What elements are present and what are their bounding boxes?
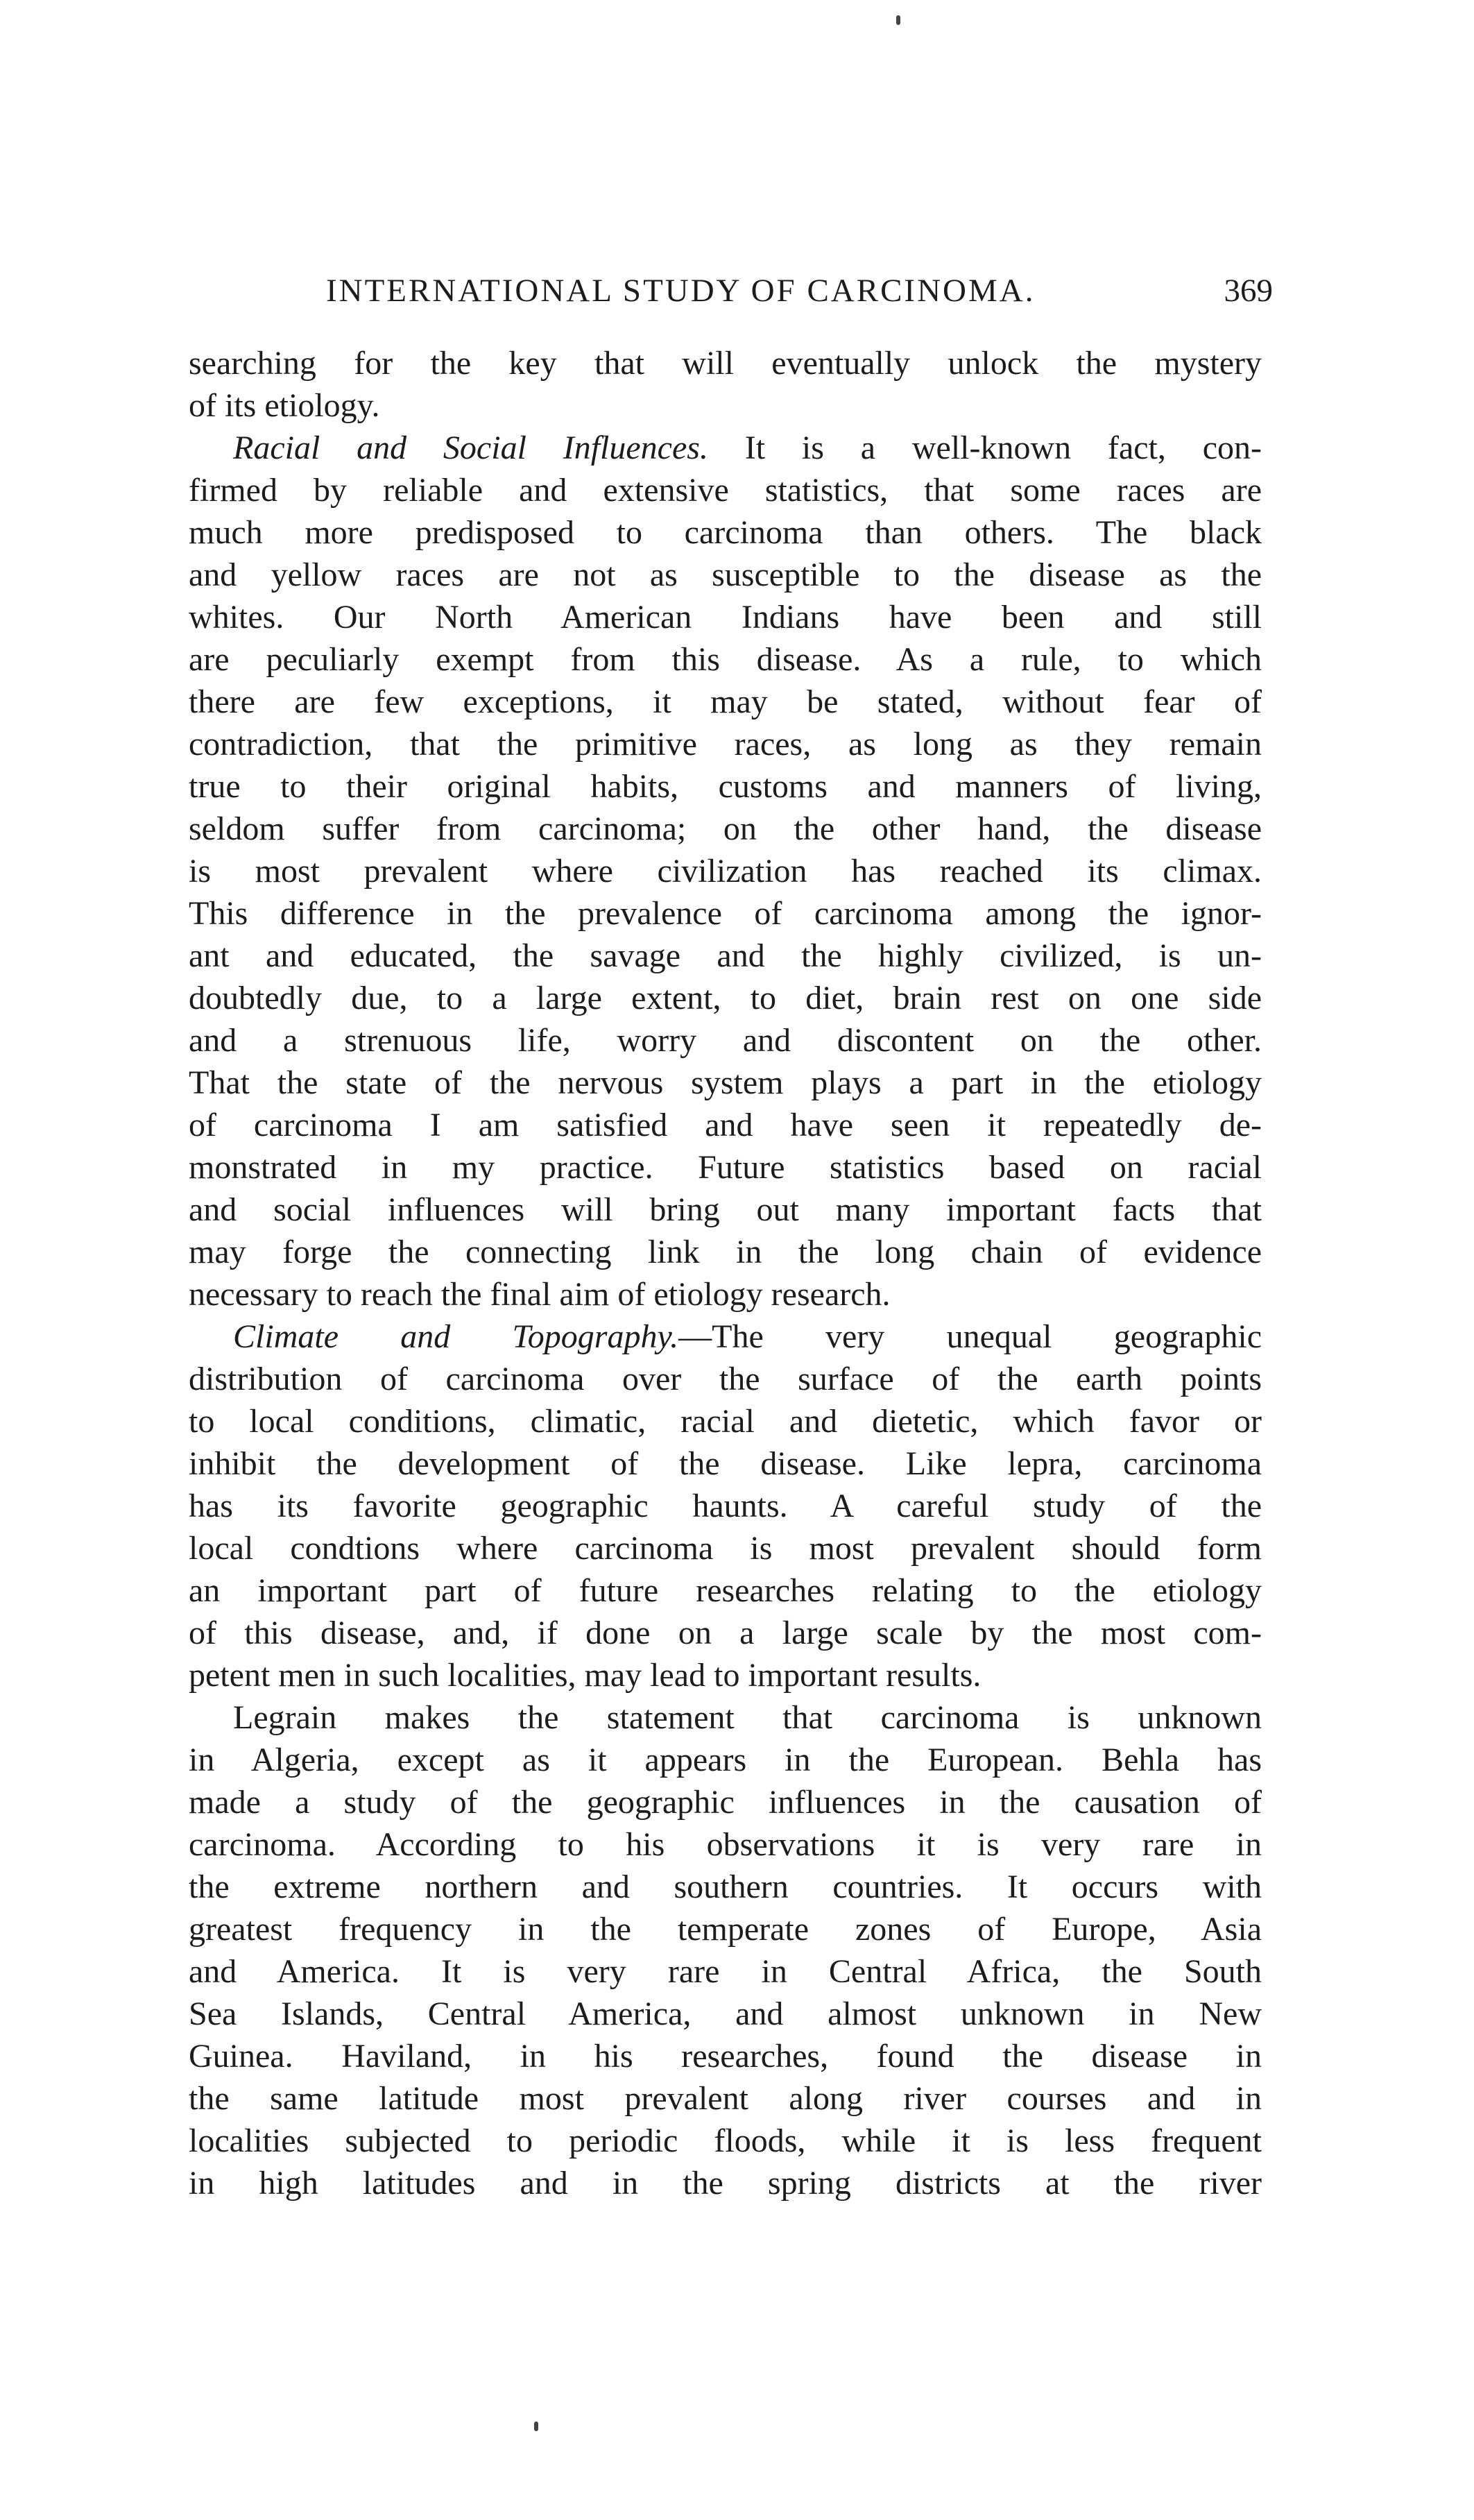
text-line: localities subjected to periodic floods, while it is less frequent bbox=[189, 2122, 1262, 2159]
body-text bbox=[189, 342, 1262, 2204]
text-line: and a strenuous life, worry and discontent on the other. bbox=[189, 1022, 1262, 1059]
text-line: Guinea. Haviland, in his researches, found the disease in bbox=[189, 2038, 1262, 2075]
text-line: are peculiarly exempt from this disease. As a rule, to which bbox=[189, 641, 1262, 678]
bottom-speck bbox=[534, 2421, 538, 2431]
text-line: This difference in the prevalence of carcinoma among the ignor- bbox=[189, 895, 1262, 932]
text-line: an important part of future researches relating to the etiology bbox=[189, 1572, 1262, 1609]
text-line: petent men in such localities, may lead to important results. bbox=[189, 1657, 982, 1694]
text-line: in Algeria, except as it appears in the European. Behla has bbox=[189, 1742, 1262, 1778]
text-line: Racial and Social Influences. It is a well-known fact, con- bbox=[233, 429, 1262, 466]
top-speck bbox=[896, 15, 900, 25]
text-line: carcinoma. According to his observations it is very rare in bbox=[189, 1826, 1262, 1863]
text-line: firmed by reliable and extensive statistics, that some races are bbox=[189, 472, 1262, 509]
text-line: much more predisposed to carcinoma than others. The black bbox=[189, 514, 1262, 551]
text-line: there are few exceptions, it may be stated, without fear of bbox=[189, 683, 1262, 720]
text-line: is most prevalent where civilization has reached its climax. bbox=[189, 853, 1262, 889]
text-line: true to their original habits, customs and manners of living, bbox=[189, 768, 1262, 805]
text-line: has its favorite geographic haunts. A careful study of the bbox=[189, 1488, 1262, 1524]
text-line: and America. It is very rare in Central Africa, the South bbox=[189, 1953, 1262, 1990]
text-line: ant and educated, the savage and the highly civilized, is un- bbox=[189, 937, 1262, 974]
text-line: whites. Our North American Indians have been and still bbox=[189, 599, 1262, 636]
text-line: in high latitudes and in the spring districts at the river bbox=[189, 2165, 1262, 2202]
text-line: and social influences will bring out many important facts that bbox=[189, 1191, 1262, 1228]
text-line: made a study of the geographic influences in the causation of bbox=[189, 1784, 1262, 1821]
text-line: Climate and Topography.—The very unequal geographic bbox=[233, 1318, 1262, 1355]
text-line: to local conditions, climatic, racial and dietetic, which favor or bbox=[189, 1403, 1262, 1440]
text-line: necessary to reach the final aim of etiology research. bbox=[189, 1276, 891, 1313]
text-line: of its etiology. bbox=[189, 387, 380, 424]
text-line: greatest frequency in the temperate zones of Europe, Asia bbox=[189, 1911, 1262, 1948]
text-line: contradiction, that the primitive races, as long as they remain bbox=[189, 726, 1262, 763]
page-number: 369 bbox=[1224, 273, 1273, 309]
text-line: the extreme northern and southern countries. It occurs with bbox=[189, 1868, 1262, 1905]
section-heading-climate: Climate and Topography. bbox=[233, 1318, 679, 1355]
running-head: INTERNATIONAL STUDY OF CARCINOMA. bbox=[326, 273, 1036, 309]
section-heading-racial: Racial and Social Influences. bbox=[233, 429, 708, 466]
page-header bbox=[326, 272, 1273, 314]
text-line: may forge the connecting link in the long chain of evidence bbox=[189, 1234, 1262, 1270]
text-line: local condtions where carcinoma is most prevalent should form bbox=[189, 1530, 1262, 1567]
text-line: doubtedly due, to a large extent, to diet, brain rest on one side bbox=[189, 980, 1262, 1016]
text-line: monstrated in my practice. Future statistics based on racial bbox=[189, 1149, 1262, 1186]
text-line: Sea Islands, Central America, and almost unknown in New bbox=[189, 1995, 1262, 2032]
text-line: searching for the key that will eventually unlock the mystery bbox=[189, 345, 1262, 382]
text-line: and yellow races are not as susceptible to the disease as the bbox=[189, 556, 1262, 593]
text-line: the same latitude most prevalent along river courses and in bbox=[189, 2080, 1262, 2117]
text-line: That the state of the nervous system plays a part in the etiology bbox=[189, 1064, 1262, 1101]
text-line: inhibit the development of the disease. Like lepra, carcinoma bbox=[189, 1445, 1262, 1482]
text-line: of carcinoma I am satisfied and have seen it repeatedly de- bbox=[189, 1107, 1262, 1143]
text-line: distribution of carcinoma over the surface of the earth points bbox=[189, 1361, 1262, 1397]
text-line: of this disease, and, if done on a large scale by the most com- bbox=[189, 1615, 1262, 1651]
text-line: Legrain makes the statement that carcinoma is unknown bbox=[233, 1699, 1262, 1736]
text-line: seldom suffer from carcinoma; on the other hand, the disease bbox=[189, 810, 1262, 847]
